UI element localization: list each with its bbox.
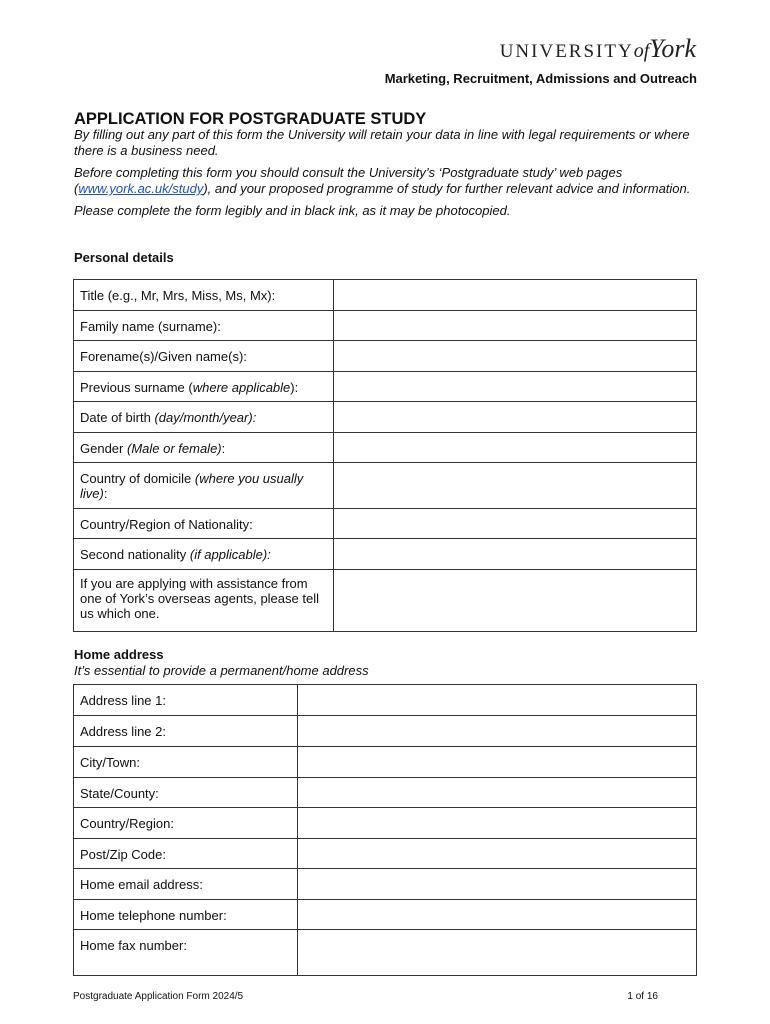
- nationality-input[interactable]: [334, 509, 697, 539]
- home-address-table: [73, 684, 697, 976]
- intro-paragraph-2: [74, 165, 699, 197]
- label-text: Country/Region of Nationality:: [80, 517, 253, 532]
- department-name: Marketing, Recruitment, Admissions and Outreach: [384, 71, 697, 86]
- intro-p2-after: ), and your proposed programme of study for further relevant advice and information.: [203, 181, 691, 196]
- fax-input[interactable]: [298, 930, 697, 976]
- label-hint: (day/month/year):: [154, 410, 257, 425]
- label-end: ):: [290, 380, 299, 395]
- label-text: Home email address:: [80, 877, 203, 892]
- field-label-gender: [74, 433, 334, 463]
- footer-form-name: Postgraduate Application Form 2024/5: [73, 991, 244, 1002]
- table-row: [74, 747, 697, 778]
- intro-p2-before: Before completing this form you should consult the University’s ‘Postgraduate study’ web pages (: [74, 165, 623, 196]
- label-text: State/County:: [80, 786, 159, 801]
- label-text: Second nationality: [80, 547, 190, 562]
- field-label-previous-surname: [74, 372, 334, 402]
- table-row: [74, 900, 697, 930]
- table-row: [74, 509, 697, 539]
- table-row: [74, 433, 697, 463]
- address-line-2-input[interactable]: [298, 716, 697, 747]
- table-row: [74, 539, 697, 570]
- table-row: [74, 311, 697, 341]
- intro-paragraph-1: By filling out any part of this form the University will retain your data in line with legal requirements or where there is a business need.: [74, 127, 690, 158]
- address-line-1-input[interactable]: [298, 685, 697, 716]
- telephone-input[interactable]: [298, 900, 697, 930]
- field-label-state: [74, 778, 298, 808]
- field-label-forenames: [74, 341, 334, 372]
- label-text: Date of birth: [80, 410, 155, 425]
- label-text: Address line 2:: [80, 724, 166, 739]
- field-label-nationality: [74, 509, 334, 539]
- table-row: [74, 570, 697, 632]
- previous-surname-input[interactable]: [334, 372, 697, 402]
- field-label-date-of-birth: [74, 402, 334, 433]
- label-text: Gender: [80, 441, 127, 456]
- date-of-birth-input[interactable]: [334, 402, 697, 433]
- table-row: [74, 869, 697, 900]
- table-row: [74, 341, 697, 372]
- field-label-email: [74, 869, 298, 900]
- university-logo: [500, 34, 696, 64]
- label-text: If you are applying with assistance from one of York’s overseas agents, please tell us which one.: [80, 576, 319, 621]
- country-input[interactable]: [298, 808, 697, 839]
- table-row: [74, 372, 697, 402]
- label-text: Family name (surname):: [80, 319, 221, 334]
- forenames-input[interactable]: [334, 341, 697, 372]
- title-input[interactable]: [334, 280, 697, 311]
- intro-text: [74, 127, 699, 225]
- page-title: APPLICATION FOR POSTGRADUATE STUDY: [74, 110, 427, 128]
- label-text: Country/Region:: [80, 816, 174, 831]
- field-label-address-line-2: [74, 716, 298, 747]
- field-label-family-name: [74, 311, 334, 341]
- field-label-fax: [74, 930, 298, 976]
- home-address-subheading: It’s essential to provide a permanent/home address: [74, 663, 369, 678]
- table-row: [74, 463, 697, 509]
- label-text: Previous surname (: [80, 380, 193, 395]
- table-row: [74, 402, 697, 433]
- field-label-city: [74, 747, 298, 778]
- city-input[interactable]: [298, 747, 697, 778]
- label-text: Forename(s)/Given name(s):: [80, 349, 247, 364]
- label-hint: where applicable: [192, 380, 291, 395]
- label-hint: (Male or female): [126, 441, 222, 456]
- logo-university-text: UNIVERSITY: [499, 41, 634, 62]
- table-row: [74, 280, 697, 311]
- label-text: Address line 1:: [80, 693, 166, 708]
- label-text: Home fax number:: [80, 938, 187, 953]
- label-text: Post/Zip Code:: [80, 847, 166, 862]
- field-label-second-nationality: [74, 539, 334, 570]
- label-hint: (if applicable):: [189, 547, 271, 562]
- field-label-postcode: [74, 839, 298, 869]
- intro-paragraph-3: Please complete the form legibly and in black ink, as it may be photocopied.: [74, 203, 511, 218]
- field-label-telephone: [74, 900, 298, 930]
- email-input[interactable]: [298, 869, 697, 900]
- field-label-country-of-domicile: [74, 463, 334, 509]
- table-row: [74, 778, 697, 808]
- table-row: [74, 930, 697, 976]
- field-label-address-line-1: [74, 685, 298, 716]
- field-label-country: [74, 808, 298, 839]
- table-row: [74, 716, 697, 747]
- gender-input[interactable]: [334, 433, 697, 463]
- country-of-domicile-input[interactable]: [334, 463, 697, 509]
- study-link[interactable]: www.york.ac.uk/study: [78, 181, 204, 196]
- label-text: Home telephone number:: [80, 908, 227, 923]
- state-input[interactable]: [298, 778, 697, 808]
- home-address-heading: Home address: [74, 647, 164, 662]
- label-end: :: [221, 441, 226, 456]
- personal-details-table: [73, 279, 697, 632]
- personal-details-heading: Personal details: [74, 250, 174, 265]
- table-row: [74, 839, 697, 869]
- label-text: Country of domicile: [80, 471, 195, 486]
- footer-page-number: 1 of 16: [627, 991, 658, 1002]
- logo-york-text: York: [649, 34, 696, 63]
- family-name-input[interactable]: [334, 311, 697, 341]
- label-text: City/Town:: [80, 755, 140, 770]
- second-nationality-input[interactable]: [334, 539, 697, 570]
- table-row: [74, 808, 697, 839]
- field-label-overseas-agent: [74, 570, 334, 632]
- label-end: :: [103, 486, 108, 501]
- overseas-agent-input[interactable]: [334, 570, 697, 632]
- label-text: Title (e.g., Mr, Mrs, Miss, Ms, Mx):: [80, 288, 276, 303]
- field-label-title: [74, 280, 334, 311]
- logo-of-text: of: [633, 40, 650, 62]
- postcode-input[interactable]: [298, 839, 697, 869]
- table-row: [74, 685, 697, 716]
- label-hint: (where you usually live): [80, 471, 304, 501]
